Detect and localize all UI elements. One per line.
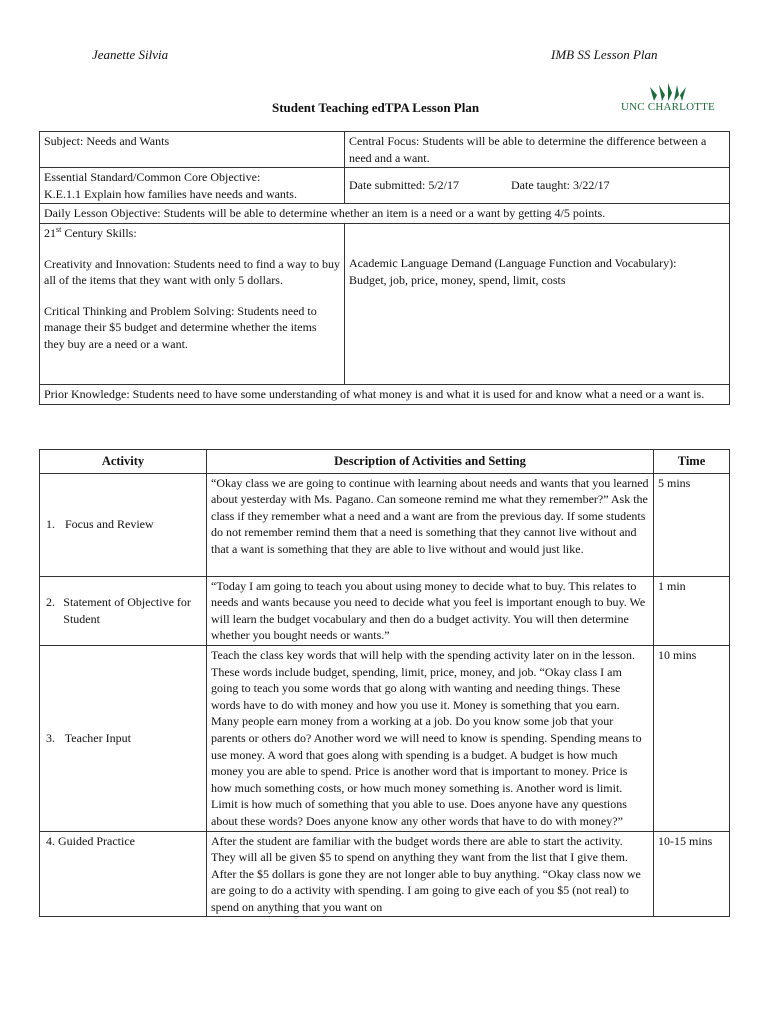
critical-thinking-text: Critical Thinking and Problem Solving: Students need to manage their $5 budget and determine whether the items they buy are a need or a want. — [44, 303, 317, 351]
academic-language-label: Academic Language Demand (Language Function and Vocabulary): — [349, 255, 677, 270]
dates-cell — [345, 168, 730, 204]
century-skills-cell — [40, 223, 345, 384]
date-submitted: Date submitted: 5/2/17 — [349, 178, 459, 193]
logo-text: UNC CHARLOTTE — [621, 101, 715, 113]
standard-label: Essential Standard/Common Core Objective: — [44, 170, 261, 185]
creativity-text: Creativity and Innovation: Students need to find a way to buy all of the items that they want with only 5 dollars. — [44, 256, 340, 288]
unc-charlotte-logo — [616, 83, 720, 119]
activity-cell: 3. Teacher Input — [40, 645, 207, 831]
time-header: Time — [654, 450, 730, 474]
date-taught: Date taught: 3/22/17 — [511, 178, 610, 193]
standard-cell — [40, 168, 345, 204]
document-title: Student Teaching edTPA Lesson Plan — [272, 100, 480, 115]
activities-table — [39, 449, 730, 917]
description-cell: “Today I am going to teach you about using money to decide what to buy. This relates to needs and wants because you need to decide what you feel is important enough to buy. We will learn the budget vocabulary and then do a budget activity. You will then determine whether you bought needs or wants.” — [207, 576, 654, 645]
subject-cell: Subject: Needs and Wants — [40, 132, 345, 168]
plan-name: IMB SS Lesson Plan — [551, 47, 658, 62]
academic-vocab: Budget, job, price, money, spend, limit, costs — [349, 272, 566, 287]
prior-knowledge-cell: Prior Knowledge: Students need to have some understanding of what money is and what it is used for and know what a need or a want is. — [40, 384, 730, 404]
description-cell: Teach the class key words that will help with the spending activity later on in the lesson. These words include budget, spending, limit, price, money, and job. “Okay class I am going to teach you some words that go along with wanting and needing things. These words have to do with money and how you use it. Money is something that you earn. Many people earn money from a working at a job. Do you know some job that your parents or others do? Another word we will need to know is spending. Spending means to use money. A word that goes along with spending is a budget. A budget is how much money you are able to spend. Price is another word that is important to money. Price is how much something costs, or how much money something is. Another word is limit. Limit is how much of something that you able to use. Does anyone have any questions about these words? Does anyone know any other words that have to do with money?” — [207, 645, 654, 831]
daily-objective-cell: Daily Lesson Objective: Students will be able to determine whether an item is a need or a want by getting 4/5 points. — [40, 204, 730, 224]
description-cell: After the student are familiar with the budget words there are able to start the activity. They will all be given $5 to spend on anything they want from the list that I give them. After the $5 dollars is gone they are not longer able to buy anything. “Okay class now we are going to do a activity with spending. I am going to give each of you $5 (not real) to spend on anything that you want on — [207, 831, 654, 917]
table-row — [40, 473, 730, 576]
table-row — [40, 645, 730, 831]
description-cell: “Okay class we are going to continue with learning about needs and wants that you learned about yesterday with Ms. Pagano. Can someone remind me what they remember?” Ask the class if they remember what a need and a want are from the previous day. If some students do not remember remind them that a need is something that they cannot live without and that a want is something that they are able to live without and would just like. — [207, 473, 654, 576]
central-focus-cell: Central Focus: Students will be able to determine the difference between a need and a want. — [345, 132, 730, 168]
time-cell: 1 min — [654, 576, 730, 645]
activity-cell: 4. Guided Practice — [40, 831, 207, 917]
time-cell: 5 mins — [654, 473, 730, 576]
activity-cell: 2. Statement of Objective for Student — [40, 576, 207, 645]
academic-language-cell — [345, 223, 730, 384]
table-row — [40, 576, 730, 645]
author-name: Jeanette Silvia — [92, 47, 169, 62]
time-cell: 10-15 mins — [654, 831, 730, 917]
lesson-overview-table — [39, 131, 730, 405]
century-skills-label: 21st Century Skills: — [44, 224, 137, 240]
description-header: Description of Activities and Setting — [207, 450, 654, 474]
activity-cell: 1. Focus and Review — [40, 473, 207, 576]
standard-text: K.E.1.1 Explain how families have needs and wants. — [44, 186, 297, 201]
activity-header: Activity — [40, 450, 207, 474]
time-cell: 10 mins — [654, 645, 730, 831]
table-row — [40, 831, 730, 917]
crown-logo-icon — [650, 83, 686, 101]
